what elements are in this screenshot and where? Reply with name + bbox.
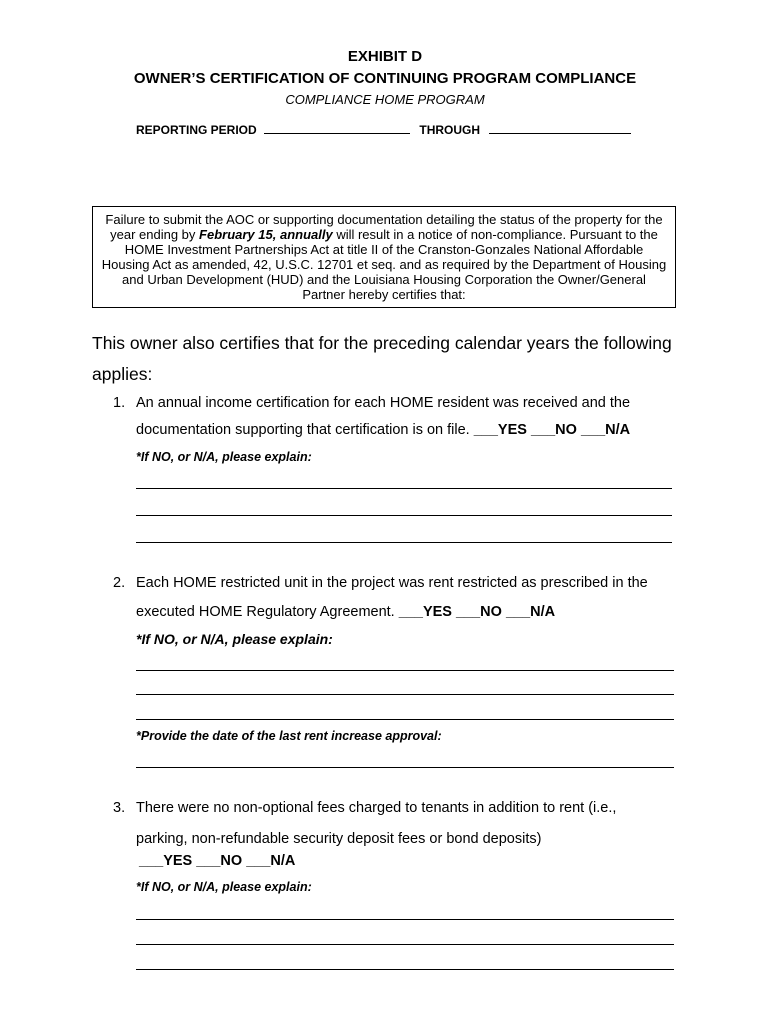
item-text-line2: documentation supporting that certification is on file. bbox=[136, 422, 474, 438]
explanation-line[interactable] bbox=[136, 488, 672, 489]
explanation-line[interactable] bbox=[136, 670, 674, 671]
rent-increase-date-line[interactable] bbox=[136, 767, 674, 768]
explanation-line[interactable] bbox=[136, 515, 672, 516]
item-text-line2: parking, non-refundable security deposit fees or bond deposits) bbox=[136, 831, 542, 847]
exhibit-label: EXHIBIT D bbox=[347, 48, 423, 65]
item-text-line1: There were no non-optional fees charged to tenants in addition to rent (i.e., bbox=[136, 800, 617, 816]
through-label: THROUGH bbox=[419, 123, 481, 137]
item-text-line1: Each HOME restricted unit in the project was rent restricted as prescribed in the bbox=[136, 575, 648, 591]
item-number: 1. bbox=[113, 395, 126, 411]
item-number: 2. bbox=[113, 575, 126, 591]
reporting-period-label: REPORTING PERIOD bbox=[136, 123, 257, 137]
document-title: OWNER’S CERTIFICATION OF CONTINUING PROGRAM COMPLIANCE bbox=[133, 70, 637, 87]
non-compliance-notice bbox=[92, 206, 676, 308]
explanation-line[interactable] bbox=[136, 919, 674, 920]
explain-prompt: *If NO, or N/A, please explain: bbox=[136, 880, 312, 894]
explain-prompt: *If NO, or N/A, please explain: bbox=[136, 450, 312, 464]
explanation-line[interactable] bbox=[136, 719, 674, 720]
notice-text-part2: will result in a notice of non-compliance. Pursuant to the HOME Investment Partnerships Act at title II of the Cranston-Gonzales National Affordable Housing Act as amended, 42, U.S.C. 12701 et seq. and as required by the Department of Housing and Urban Development (HUD) and the Louisiana Housing Corporation the Owner/General Partner hereby certifies that: bbox=[101, 227, 667, 302]
explanation-line[interactable] bbox=[136, 969, 674, 970]
rent-increase-date-prompt: *Provide the date of the last rent increase approval: bbox=[136, 729, 442, 743]
item-text-line1: An annual income certification for each HOME resident was received and the bbox=[136, 395, 631, 411]
item-number: 3. bbox=[113, 800, 126, 816]
notice-text-part1: Failure to submit the AOC or supporting documentation detailing the status of the property for the year ending by bbox=[105, 212, 663, 242]
reporting-period-end-field[interactable] bbox=[489, 123, 631, 134]
item-text-line2: executed HOME Regulatory Agreement. bbox=[136, 604, 399, 620]
yes-no-na-options[interactable]: ___YES ___NO ___N/A bbox=[139, 853, 296, 869]
yes-no-na-options[interactable]: ___YES ___NO ___N/A bbox=[398, 604, 556, 620]
reporting-period-row bbox=[136, 123, 631, 137]
certification-intro: This owner also certifies that for the preceding calendar years the following applies: bbox=[92, 333, 672, 384]
document-subtitle: COMPLIANCE HOME PROGRAM bbox=[285, 92, 485, 107]
explanation-line[interactable] bbox=[136, 944, 674, 945]
explain-prompt: *If NO, or N/A, please explain: bbox=[136, 631, 333, 647]
explanation-line[interactable] bbox=[136, 694, 674, 695]
yes-no-na-options[interactable]: ___YES ___NO ___N/A bbox=[473, 422, 631, 438]
notice-deadline: February 15, annually bbox=[199, 227, 333, 242]
explanation-line[interactable] bbox=[136, 542, 672, 543]
reporting-period-start-field[interactable] bbox=[264, 123, 410, 134]
